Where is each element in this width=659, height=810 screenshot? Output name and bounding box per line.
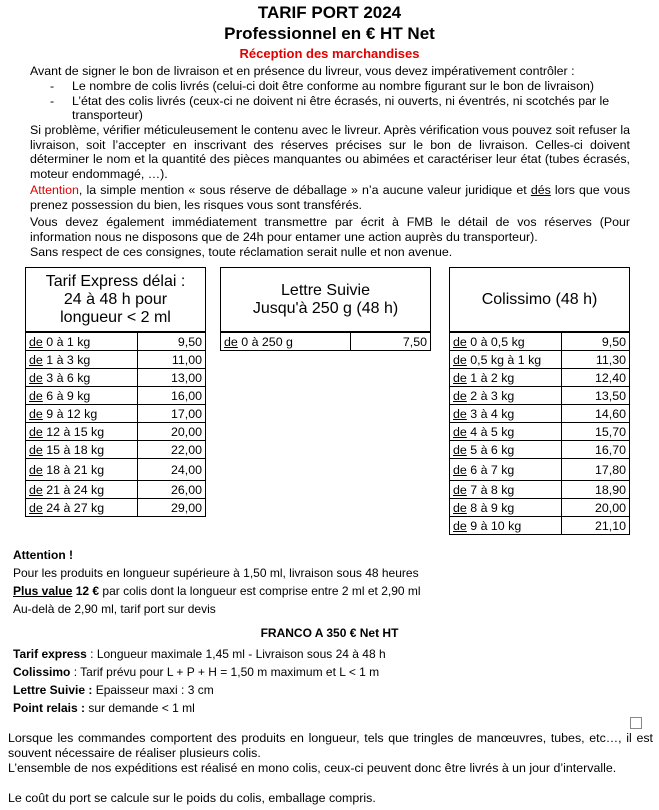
table-row (450, 499, 630, 517)
weight-range-cell: de 4 à 5 kg (450, 423, 562, 441)
table-row (26, 481, 206, 499)
price-cell: 16,70 (561, 441, 629, 459)
def-colissimo: Colissimo : Tarif prévu pour L + P + H = 1,50 m maximum et L < 1 m (13, 665, 380, 679)
page-subtitle: Professionnel en € HT Net (224, 24, 435, 43)
price-cell: 22,00 (137, 441, 205, 459)
table-row (450, 387, 630, 405)
paragraph-reserves: Si problème, vérifier méticuleusement le contenu avec le livreur. Après vérification vous pouvez soit refuser la livraison, soit l’accepter en inscrivant des réserves précises sur le bon de livraison. Celles-ci doivent déterminer le nom et la quantité des pièces manquantes ou abimées et caractériser leur état (tubes écrasés, moteur endommagé, …). (30, 123, 630, 181)
franco-label: FRANCO A 350 € Net HT (260, 626, 399, 640)
table-row (26, 405, 206, 423)
weight-range-cell: de 8 à 9 kg (450, 499, 562, 517)
price-cell: 11,30 (561, 351, 629, 369)
price-cell: 24,00 (137, 459, 205, 481)
table-row (26, 499, 206, 517)
weight-range-cell: de 9 à 10 kg (450, 517, 562, 535)
weight-range-cell: de 6 à 9 kg (26, 387, 138, 405)
weight-range-cell: de 24 à 27 kg (26, 499, 138, 517)
table-row (450, 405, 630, 423)
table-row (26, 387, 206, 405)
price-cell: 14,60 (561, 405, 629, 423)
price-cell: 18,90 (561, 481, 629, 499)
bullet-item: - L’état des colis livrés (ceux-ci ne doivent ni être écrasés, ni ouverts, ni éventrés, ni scotchés par le transporteur) (50, 93, 610, 122)
intro-text: Avant de signer le bon de livraison et en présence du livreur, vous devez impérativement contrôler : (30, 64, 575, 78)
weight-range-cell: de 0,5 kg à 1 kg (450, 351, 562, 369)
table-row (221, 333, 431, 351)
weight-range-cell: de 0 à 1 kg (26, 333, 138, 351)
def-lettre-suivie: Lettre Suivie : Epaisseur maxi : 3 cm (13, 683, 214, 697)
express-table-header: Tarif Express délai : 24 à 48 h pour longueur < 2 ml (25, 267, 206, 332)
price-cell: 15,70 (561, 423, 629, 441)
note-devis: Au-delà de 2,90 ml, tarif port sur devis (13, 602, 216, 616)
table-row (450, 441, 630, 459)
def-tarif-express: Tarif express : Longueur maximale 1,45 ml - Livraison sous 24 à 48 h (13, 647, 386, 661)
weight-range-cell: de 1 à 2 kg (450, 369, 562, 387)
table-row (450, 459, 630, 481)
weight-range-cell: de 1 à 3 kg (26, 351, 138, 369)
table-row (26, 369, 206, 387)
price-cell: 16,00 (137, 387, 205, 405)
paragraph-attention: Attention, la simple mention « sous réserve de déballage » n’a aucune valeur juridique et dés lors que vous prenez possession du bien, les risques vous sont transférés. (30, 183, 631, 212)
footer-paragraph-poids: Le coût du port se calcule sur le poids du colis, emballage compris. (8, 791, 376, 805)
bullet-list (50, 79, 630, 123)
table-row (450, 481, 630, 499)
table-row (450, 423, 630, 441)
weight-range-cell: de 3 à 6 kg (26, 369, 138, 387)
weight-range-cell: de 3 à 4 kg (450, 405, 562, 423)
footer-paragraph-expeditions: L’ensemble de nos expéditions est réalisé en mono colis, ceux-ci peuvent donc être livrés à un jour d’intervalle. (8, 761, 617, 775)
price-cell: 17,80 (561, 459, 629, 481)
weight-range-cell: de 6 à 7 kg (450, 459, 562, 481)
colissimo-table-header: Colissimo (48 h) (449, 267, 630, 332)
section-title: Réception des marchandises (239, 46, 420, 61)
table-row (26, 459, 206, 481)
weight-range-cell: de 5 à 6 kg (450, 441, 562, 459)
weight-range-cell: de 9 à 12 kg (26, 405, 138, 423)
price-cell: 9,50 (137, 333, 205, 351)
price-cell: 11,00 (137, 351, 205, 369)
table-row (26, 351, 206, 369)
checkbox[interactable] (630, 717, 642, 729)
footer-paragraph-colis: Lorsque les commandes comportent des produits en longueur, tels que tringles de manœuvres, tubes, etc…, il est souvent nécessaire de réaliser plusieurs colis. (8, 731, 653, 760)
express-table (25, 332, 206, 517)
table-row (450, 333, 630, 351)
attention-title: Attention ! (13, 548, 73, 562)
weight-range-cell: de 18 à 21 kg (26, 459, 138, 481)
weight-range-cell: de 0 à 0,5 kg (450, 333, 562, 351)
weight-range-cell: de 21 à 24 kg (26, 481, 138, 499)
price-cell: 17,00 (137, 405, 205, 423)
paragraph-consignes: Sans respect de ces consignes, toute réclamation serait nulle et non avenue. (30, 245, 453, 259)
page-title: TARIF PORT 2024 (257, 3, 402, 22)
price-cell: 9,50 (561, 333, 629, 351)
table-row (450, 351, 630, 369)
price-cell: 29,00 (137, 499, 205, 517)
weight-range-cell: de 0 à 250 g (221, 333, 351, 351)
price-cell: 26,00 (137, 481, 205, 499)
price-cell: 13,00 (137, 369, 205, 387)
table-row (26, 423, 206, 441)
weight-range-cell: de 7 à 8 kg (450, 481, 562, 499)
price-cell: 12,40 (561, 369, 629, 387)
price-cell: 20,00 (137, 423, 205, 441)
table-row (450, 517, 630, 535)
table-row (26, 441, 206, 459)
price-cell: 21,10 (561, 517, 629, 535)
note-plus-value: Plus value 12 € par colis dont la longueur est comprise entre 2 ml et 2,90 ml (13, 584, 421, 598)
bullet-item: - Le nombre de colis livrés (celui-ci doit être conforme au nombre figurant sur le bon de livraison) (50, 79, 595, 93)
price-cell: 7,50 (351, 333, 431, 351)
weight-range-cell: de 2 à 3 kg (450, 387, 562, 405)
table-row (450, 369, 630, 387)
def-point-relais: Point relais : sur demande < 1 ml (13, 701, 195, 715)
weight-range-cell: de 12 à 15 kg (26, 423, 138, 441)
price-cell: 20,00 (561, 499, 629, 517)
lettre-table (220, 332, 431, 351)
weight-range-cell: de 15 à 18 kg (26, 441, 138, 459)
table-row (26, 333, 206, 351)
note-longueur: Pour les produits en longueur supérieure à 1,50 ml, livraison sous 48 heures (13, 566, 419, 580)
lettre-table-header: Lettre Suivie Jusqu'à 250 g (48 h) (220, 267, 431, 332)
paragraph-transmission: Vous devez également immédiatement transmettre par écrit à FMB le détail de vos réserves (Pour information nous ne disposons que de 24h pour entamer une action auprès du transporteur). (30, 215, 630, 244)
colissimo-table (449, 332, 630, 535)
price-cell: 13,50 (561, 387, 629, 405)
